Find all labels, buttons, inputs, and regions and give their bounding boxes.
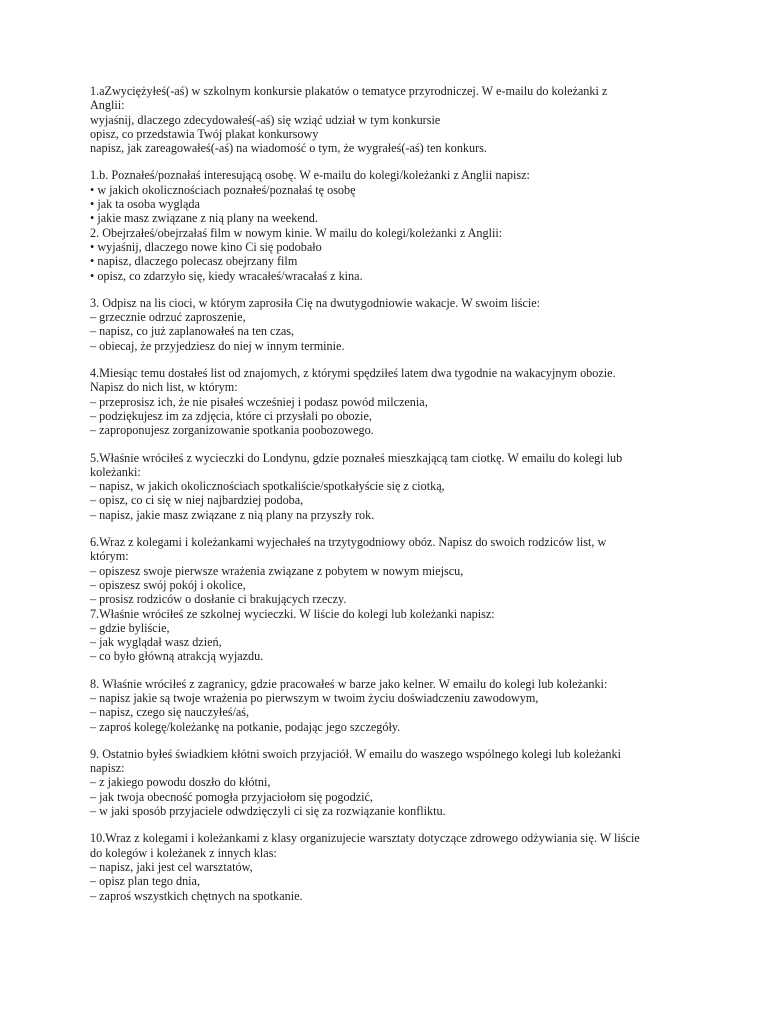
text-line: • jak ta osoba wygląda xyxy=(90,197,200,212)
text-line: 2. Obejrzałeś/obejrzałaś film w nowym kinie. W mailu do kolegi/koleżanki z Anglii: xyxy=(90,225,503,240)
text-line: 1.b. Poznałeś/poznałaś interesującą osobę. W e-mailu do kolegi/koleżanki z Anglii napisz: xyxy=(90,168,530,183)
paragraph-spacer xyxy=(90,353,690,366)
text-line: wyjaśnij, dlaczego zdecydowałeś(-aś) się wziąć udział w tym konkursie xyxy=(90,112,441,127)
text-line: opisz, co przedstawia Twój plakat konkursowy xyxy=(90,126,319,141)
text-line: • wyjaśnij, dlaczego nowe kino Ci się podobało xyxy=(90,239,322,254)
document-content xyxy=(90,84,690,903)
text-line: 5.Właśnie wróciłeś z wycieczki do Londynu, gdzie poznałeś mieszkającą tam ciotkę. W emailu do kolegi lub xyxy=(90,450,623,465)
text-line: – napisz, w jakich okolicznościach spotkaliście/spotkałyście się z ciotką, xyxy=(90,479,445,494)
text-line: – zaproś kolegę/koleżankę na potkanie, podając jego szczegóły. xyxy=(90,719,401,734)
paragraph-spacer xyxy=(90,522,690,535)
text-line: 3. Odpisz na lis cioci, w którym zaprosiła Cię na dwutygodniowie wakacje. W swoim liście: xyxy=(90,295,541,310)
paragraph-spacer xyxy=(90,818,690,831)
paragraph-spacer xyxy=(90,155,690,168)
text-line: 7.Właśnie wróciłeś ze szkolnej wycieczki. W liście do kolegi lub koleżanki napisz: xyxy=(90,606,495,621)
text-line: – opisz, co ci się w niej najbardziej podoba, xyxy=(90,493,304,508)
paragraph-spacer xyxy=(90,283,690,296)
text-line: – napisz, czego się nauczyłeś/aś, xyxy=(90,705,250,720)
text-line: 9. Ostatnio byłeś świadkiem kłótni swoich przyjaciół. W emailu do waszego wspólnego kolegi lub koleżanki xyxy=(90,746,621,761)
text-line: – jak wyglądał wasz dzień, xyxy=(90,635,222,650)
text-line: – w jaki sposób przyjaciele odwdzięczyli ci się za rozwiązanie konfliktu. xyxy=(90,804,446,819)
text-line: 4.Miesiąc temu dostałeś list od znajomych, z którymi spędziłeś latem dwa tygodnie na wakacyjnym obozie. xyxy=(90,366,616,381)
paragraph-spacer xyxy=(90,664,690,677)
paragraph-task-9 xyxy=(90,747,690,818)
text-line: – podziękujesz im za zdjęcia, które ci przysłali po obozie, xyxy=(90,408,372,423)
text-line: – opiszesz swoje pierwsze wrażenia związane z pobytem w nowym miejscu, xyxy=(90,563,464,578)
text-line: 1.aZwyciężyłeś(-aś) w szkolnym konkursie plakatów o tematyce przyrodniczej. W e-mailu do koleżanki z xyxy=(90,84,608,98)
text-line: – napisz, co już zaplanowałeś na ten czas, xyxy=(90,324,295,339)
text-line: – obiecaj, że przyjedziesz do niej w innym terminie. xyxy=(90,338,345,353)
text-line: – zaproś wszystkich chętnych na spotkanie. xyxy=(90,888,303,903)
paragraph-task-10 xyxy=(90,831,690,902)
text-line: – jak twoja obecność pomogła przyjaciołom się pogodzić, xyxy=(90,789,373,804)
text-line: 6.Wraz z kolegami i koleżankami wyjechałeś na trzytygodniowy obóz. Napisz do swoich rodziców list, w xyxy=(90,535,607,550)
text-line: – grzecznie odrzuć zaproszenie, xyxy=(90,310,246,325)
paragraph-task-5 xyxy=(90,451,690,522)
paragraph-task-6-7 xyxy=(90,535,690,664)
text-line: do kolegów i koleżanek z innych klas: xyxy=(90,845,277,860)
text-line: 10.Wraz z kolegami i koleżankami z klasy organizujecie warsztaty dotyczące zdrowego odżywiania się. W liście xyxy=(90,831,640,846)
text-line: – napisz, jaki jest cel warsztatów, xyxy=(90,859,253,874)
text-line: • jakie masz związane z nią plany na weekend. xyxy=(90,211,318,226)
text-line: – opiszesz swój pokój i okolice, xyxy=(90,577,246,592)
text-line: którym: xyxy=(90,549,129,564)
text-line: – co było główną atrakcją wyjazdu. xyxy=(90,649,264,664)
text-line: – gdzie byliście, xyxy=(90,620,170,635)
paragraph-task-4 xyxy=(90,366,690,437)
text-line: – opisz plan tego dnia, xyxy=(90,874,201,889)
paragraph-task-8 xyxy=(90,677,690,734)
text-line: Anglii: xyxy=(90,98,125,113)
paragraph-spacer xyxy=(90,734,690,747)
text-line: Napisz do nich list, w którym: xyxy=(90,380,238,395)
text-line: – z jakiego powodu doszło do kłótni, xyxy=(90,775,271,790)
paragraph-task-3 xyxy=(90,296,690,353)
text-line: koleżanki: xyxy=(90,464,141,479)
paragraph-task-1b-2 xyxy=(90,168,690,282)
text-line: napisz, jak zareagowałeś(-aś) na wiadomość o tym, że wygrałeś(-aś) ten konkurs. xyxy=(90,141,487,156)
text-line: – napisz jakie są twoje wrażenia po pierwszym w twoim życiu doświadczeniu zawodowym, xyxy=(90,690,539,705)
paragraph-spacer xyxy=(90,438,690,451)
text-line: • w jakich okolicznościach poznałeś/poznałaś tę osobę xyxy=(90,182,356,197)
text-line: – przeprosisz ich, że nie pisałeś wcześniej i podasz powód milczenia, xyxy=(90,394,428,409)
text-line: – zaproponujesz zorganizowanie spotkania poobozowego. xyxy=(90,423,374,438)
text-line: – prosisz rodziców o dosłanie ci brakujących rzeczy. xyxy=(90,592,347,607)
text-line: napisz: xyxy=(90,761,125,776)
text-line: 8. Właśnie wróciłeś z zagranicy, gdzie pracowałeś w barze jako kelner. W emailu do kolegi lub koleżanki: xyxy=(90,676,608,691)
text-line: • napisz, dlaczego polecasz obejrzany film xyxy=(90,254,298,269)
paragraph-task-1a xyxy=(90,84,690,155)
text-line: – napisz, jakie masz związane z nią plany na przyszły rok. xyxy=(90,507,375,522)
text-line: • opisz, co zdarzyło się, kiedy wracałeś/wracałaś z kina. xyxy=(90,268,363,283)
